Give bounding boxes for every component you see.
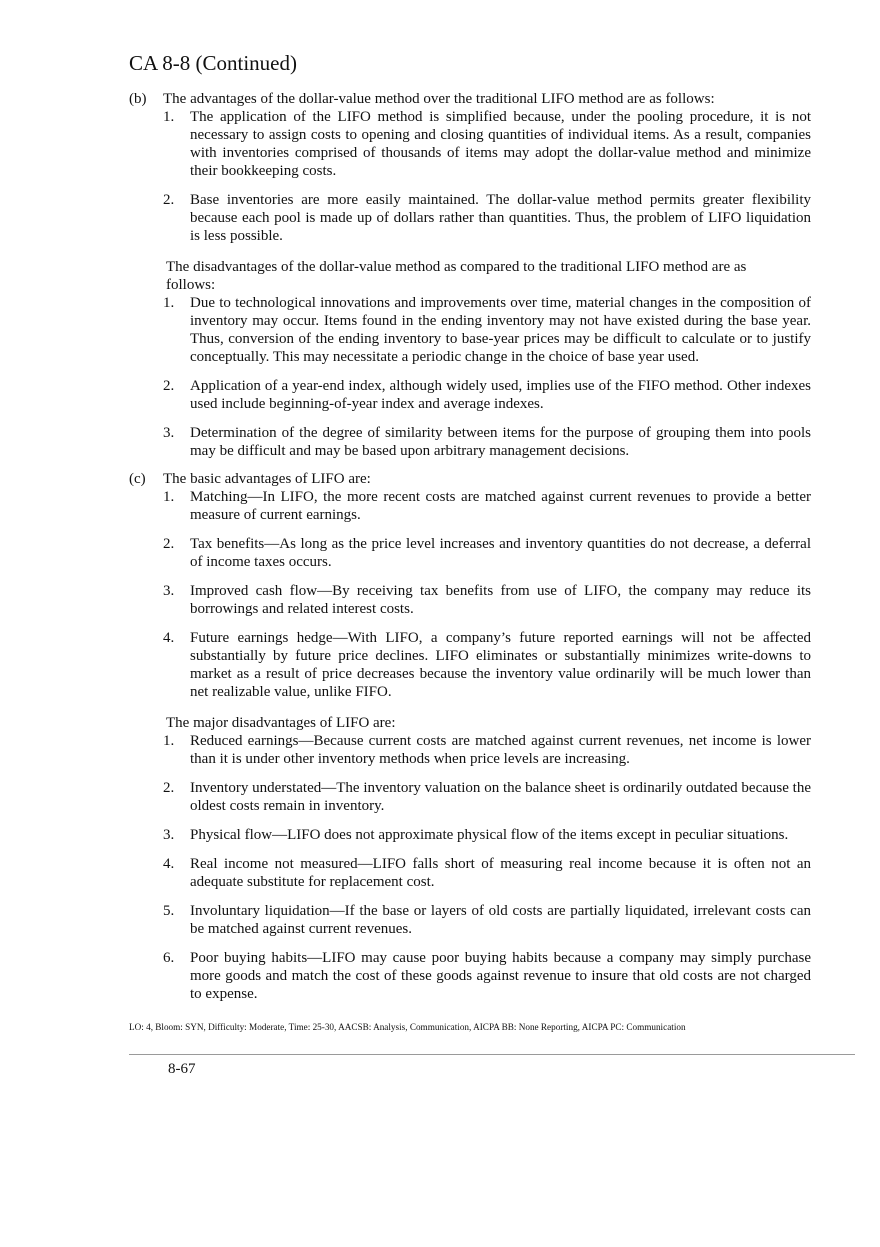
lifo-advantages-list bbox=[129, 488, 811, 701]
item-text: Tax benefits—As long as the price level increases and inventory quantities do not decrease, a deferral of income taxes occurs. bbox=[190, 536, 811, 570]
list-item bbox=[163, 535, 811, 571]
section-c-intro: The basic advantages of LIFO are: bbox=[163, 471, 371, 487]
lifo-disadvantages-list bbox=[129, 732, 811, 1003]
item-number: 1. bbox=[163, 489, 175, 505]
item-number: 4. bbox=[163, 856, 175, 872]
item-number: 2. bbox=[163, 780, 175, 796]
item-number: 1. bbox=[163, 109, 175, 125]
item-number: 1. bbox=[163, 295, 175, 311]
footer-divider bbox=[129, 1054, 855, 1055]
item-text: Due to technological innovations and improvements over time, material changes in the composition of inventory may occur. Items found in the ending inventory may not have existed during the base year. Thus, conversion of the ending inventory to base-year prices may be difficult to calculate or to justify conceptually. This may necessitate a periodic change in the choice of base year used. bbox=[190, 295, 811, 365]
list-item bbox=[163, 855, 811, 891]
list-item bbox=[163, 732, 811, 768]
section-c-heading bbox=[129, 470, 811, 488]
item-text: Future earnings hedge—With LIFO, a company’s future reported earnings will not be affected substantially by future price declines. LIFO eliminates or substantially minimizes write-downs to market as a result of price decreases because the inventory value ordinarily will be much lower than net realizable value, unlike FIFO. bbox=[190, 630, 811, 700]
list-item bbox=[163, 902, 811, 938]
answer-content bbox=[129, 90, 811, 1003]
item-number: 4. bbox=[163, 630, 175, 646]
list-item bbox=[163, 488, 811, 524]
list-item bbox=[163, 377, 811, 413]
item-text: Poor buying habits—LIFO may cause poor buying habits because a company may simply purchase more goods and match the cost of these goods against revenue to insure that old costs are not charged to expense. bbox=[190, 950, 811, 1002]
item-text: Improved cash flow—By receiving tax benefits from use of LIFO, the company may reduce its borrowings and related interest costs. bbox=[190, 583, 811, 617]
section-c-letter: (c) bbox=[129, 471, 146, 487]
list-item bbox=[163, 424, 811, 460]
item-number: 6. bbox=[163, 950, 175, 966]
page-number: 8-67 bbox=[168, 1061, 196, 1077]
item-text: Determination of the degree of similarity between items for the purpose of grouping them into pools may be difficult and may be based upon arbitrary management decisions. bbox=[190, 425, 811, 459]
list-item bbox=[163, 108, 811, 180]
item-number: 3. bbox=[163, 583, 175, 599]
lifo-disadvantages-intro: The major disadvantages of LIFO are: bbox=[166, 715, 396, 731]
list-item bbox=[163, 191, 811, 245]
item-number: 2. bbox=[163, 192, 175, 208]
item-number: 2. bbox=[163, 378, 175, 394]
item-text: The application of the LIFO method is simplified because, under the pooling procedure, it is not necessary to assign costs to opening and closing quantities of individual items. As a result, companies with inventories comprised of thousands of items may adopt the dollar-value method and minimize their bookkeeping costs. bbox=[190, 109, 811, 179]
item-text: Matching—In LIFO, the more recent costs are matched against current revenues to provide a better measure of current earnings. bbox=[190, 489, 811, 523]
section-b-heading bbox=[129, 90, 811, 108]
item-text: Involuntary liquidation—If the base or layers of old costs are partially liquidated, irrelevant costs can be matched against current revenues. bbox=[190, 903, 811, 937]
item-number: 1. bbox=[163, 733, 175, 749]
item-number: 3. bbox=[163, 827, 175, 843]
item-number: 3. bbox=[163, 425, 175, 441]
item-text: Physical flow—LIFO does not approximate physical flow of the items except in peculiar situations. bbox=[190, 827, 789, 843]
list-item bbox=[163, 629, 811, 701]
dollar-value-disadvantages-list bbox=[129, 294, 811, 460]
list-item bbox=[163, 294, 811, 366]
section-b-letter: (b) bbox=[129, 91, 147, 107]
item-number: 5. bbox=[163, 903, 175, 919]
dollar-value-disadvantages-intro: The disadvantages of the dollar-value method as compared to the traditional LIFO method are as follows: bbox=[166, 259, 747, 293]
section-b-intro: The advantages of the dollar-value method over the traditional LIFO method are as follows: bbox=[163, 91, 715, 107]
dollar-value-advantages-list bbox=[129, 108, 811, 245]
page-title: CA 8-8 (Continued) bbox=[129, 51, 297, 75]
question-metadata-note: LO: 4, Bloom: SYN, Difficulty: Moderate, Time: 25-30, AACSB: Analysis, Communication, AICPA BB: None Reporting, AICPA PC: Communication bbox=[129, 1022, 686, 1032]
list-item bbox=[163, 582, 811, 618]
item-text: Real income not measured—LIFO falls short of measuring real income because it is often not an adequate substitute for replacement cost. bbox=[190, 856, 811, 890]
item-text: Reduced earnings—Because current costs are matched against current revenues, net income is lower than it is under other inventory methods when price levels are increasing. bbox=[190, 733, 811, 767]
list-item bbox=[163, 949, 811, 1003]
item-text: Application of a year-end index, although widely used, implies use of the FIFO method. Other indexes used include beginning-of-year index and average indexes. bbox=[190, 378, 811, 412]
item-number: 2. bbox=[163, 536, 175, 552]
item-text: Inventory understated—The inventory valuation on the balance sheet is ordinarily outdated because the oldest costs remain in inventory. bbox=[190, 780, 811, 814]
list-item bbox=[163, 779, 811, 815]
list-item bbox=[163, 826, 811, 844]
item-text: Base inventories are more easily maintained. The dollar-value method permits greater flexibility because each pool is made up of dollars rather than quantities. Thus, the problem of LIFO liquidation is less possible. bbox=[190, 192, 811, 244]
